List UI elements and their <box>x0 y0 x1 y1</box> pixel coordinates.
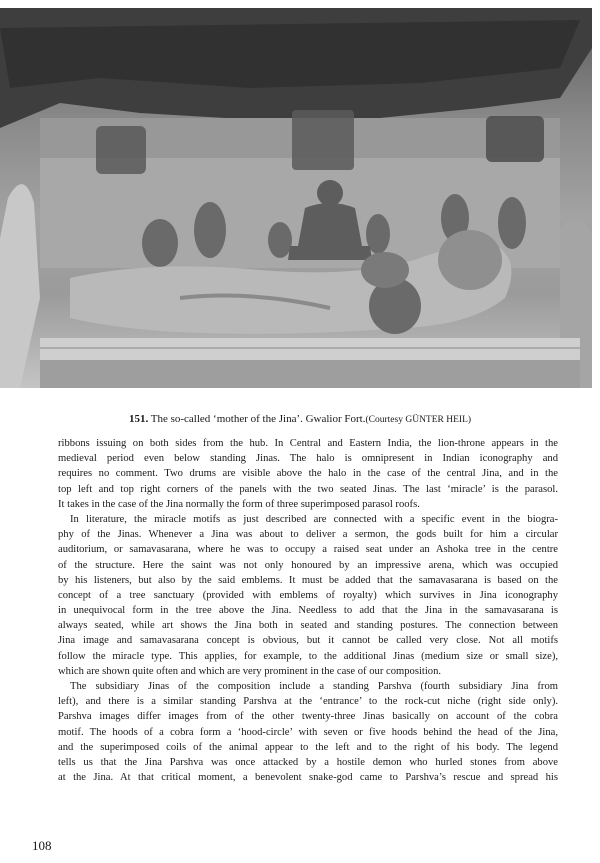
text-line: of the structure. Here the saint was not only honoured by an impressive arena, which was occupied <box>58 559 558 571</box>
body-text <box>58 436 558 785</box>
caption-credit: (Courtesy GÜNTER HEIL) <box>365 415 472 425</box>
caption-text: The so-called ‘mother of the Jina’. Gwalior Fort. <box>150 413 366 425</box>
text-line: left), and there is a similar standing Parshva at the ‘entrance’ to the rock-cut niche (right side only). <box>58 696 558 708</box>
text-line: requires no comment. Two drums are visible above the halo in the case of the central Jina, and in the <box>58 468 558 480</box>
page-number: 108 <box>32 838 52 853</box>
figure-photograph <box>0 8 592 388</box>
text-line: The subsidiary Jinas of the composition include a standing Parshva (fourth subsidiary Jina from <box>70 681 558 692</box>
text-line: auditorium, or samavasarana, where he was to occupy a raised seat under an Ashoka tree in the centre <box>58 544 558 556</box>
figure-caption <box>0 413 600 425</box>
text-line: by his listeners, but also by the said emblems. It must be added that the samavasarana is based on the <box>58 574 558 586</box>
paragraph-1 <box>58 436 558 512</box>
text-line: tells us that the Jina Parshva was once attacked by a hostile demon who hurled stones from above <box>58 756 558 768</box>
text-line: always seated, while art shows the Jina both in seated and standing postures. The connection between <box>58 620 558 632</box>
text-line: at the Jina. At that critical moment, a benevolent snake-god came to Parshva’s rescue and spread his <box>58 772 558 784</box>
text-line: which are shown quite often and which are very prominent in the case of our composition. <box>58 665 442 677</box>
text-line: It takes in the case of the Jina normally the form of three superimposed parasol roofs. <box>58 498 420 510</box>
text-line: and the superimposed coils of the animal appear to the left and to the right of his body. The legend <box>58 741 558 753</box>
paragraph-2 <box>58 512 558 679</box>
text-line: top left and top right corners of the panels with the two seated Jinas. The last ‘miracle’ is the parasol. <box>58 483 558 495</box>
text-line: Parshva images differ images from of the other twenty-three Jinas basically on account of the cobra <box>58 711 558 723</box>
text-line: Jina image and samavasarana concept is obvious, but it cannot be called very close. Not all motifs <box>58 635 558 647</box>
text-line: follow the miracle type. This applies, for example, to the additional Jinas (medium size or small size), <box>58 650 558 662</box>
text-line: motif. The hoods of a cobra form a ‘hood-circle’ with seven or five hoods behind the head of the Jina, <box>58 726 558 738</box>
text-line: phy of the Jinas. Whenever a Jina was about to deliver a sermon, the gods built for him a circular <box>58 529 558 541</box>
text-line: In literature, the miracle motifs as just described are connected with a specific event in the biogra- <box>70 513 558 525</box>
caption-number: 151. <box>128 413 149 425</box>
text-line: ribbons issuing on both sides from the hub. In Central and Eastern India, the lion-throne appears in the <box>58 438 558 449</box>
text-line: concept of a tree sanctuary (provided with emblems of royalty) which survives in Jina iconography <box>58 589 558 601</box>
text-line: medieval period even below standing Jinas. The halo is omnipresent in Indian iconography and <box>58 453 558 465</box>
text-line: in unequivocal form in the tree above the Jina. Needless to add that the Jina in the samavasarana is <box>58 605 558 617</box>
paragraph-3 <box>58 679 558 785</box>
relief-illustration <box>0 8 592 388</box>
